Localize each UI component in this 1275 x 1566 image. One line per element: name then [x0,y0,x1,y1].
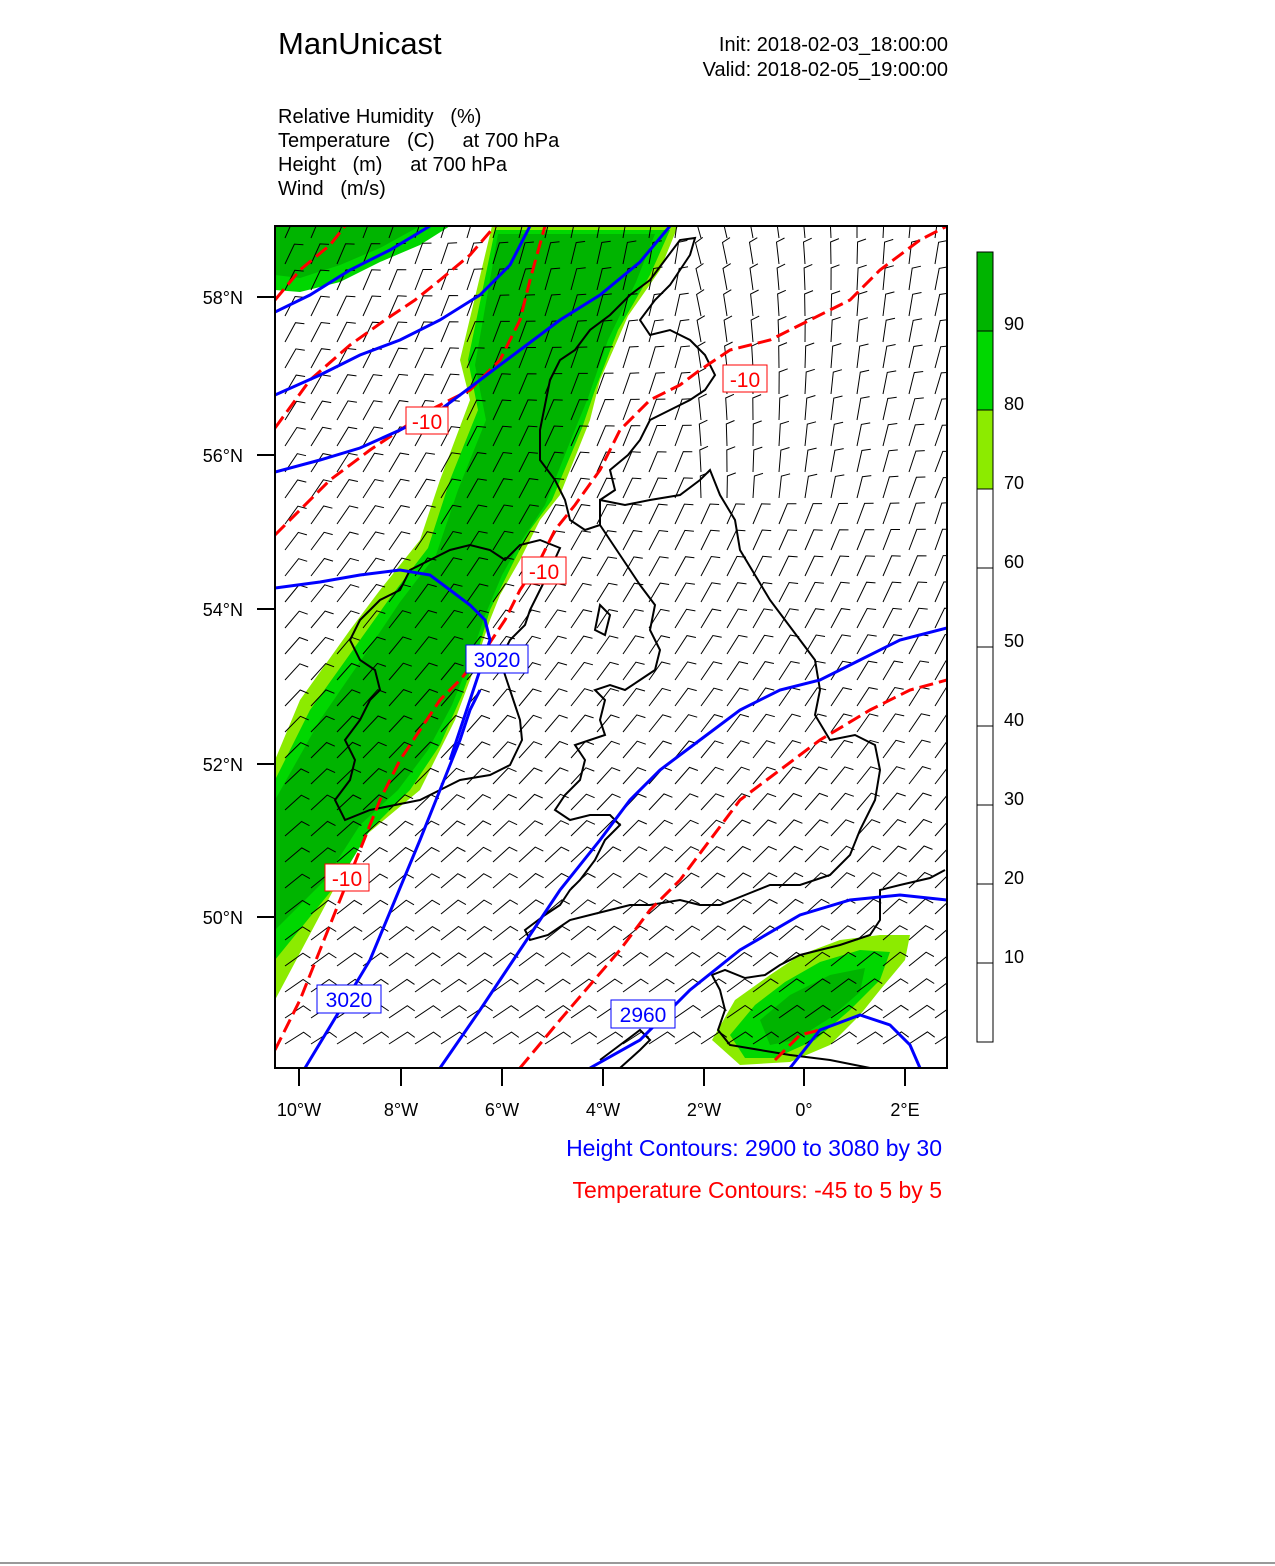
lat-label: 54°N [202,600,243,620]
field-name: Relative Humidity [278,106,434,128]
lon-label: 0° [795,1100,813,1120]
height-label: 3020 [473,649,521,672]
lon-label: 4°W [585,1100,621,1120]
lat-label: 58°N [202,288,243,308]
temp-label: -10 [528,561,560,584]
colorbar-label: 40 [1004,710,1025,730]
lat-label: 50°N [202,908,243,928]
app-title: ManUnicast [278,26,442,61]
lon-label: 10°W [276,1100,322,1120]
field-unit: (%) [450,106,482,128]
colorbar-bin [977,805,993,884]
lon-label: 8°W [383,1100,419,1120]
colorbar-label: 30 [1004,789,1025,809]
lon-ticks [299,1068,905,1086]
temp-label: -10 [331,868,363,891]
init-time: Init: 2018-02-03_18:00:00 [718,34,948,56]
colorbar-bin [977,647,993,726]
colorbar-label: 20 [1004,868,1025,888]
lon-labels [277,1100,920,1120]
temperature-contours-caption: Temperature Contours: -45 to 5 by 5 [572,1177,942,1203]
field-unit: (m) [352,154,383,176]
page-bottom-rule [0,1562,1275,1564]
colorbar-label: 10 [1004,947,1025,967]
lat-label: 52°N [202,755,243,775]
lon-label: 6°W [484,1100,520,1120]
colorbar-bin [977,252,993,331]
field-level: at 700 hPa [462,130,560,152]
colorbar-label: 60 [1004,552,1025,572]
colorbar-bin [977,331,993,410]
map-area [275,211,961,1068]
field-name: Wind [278,178,324,200]
colorbar-bin [977,726,993,805]
colorbar-bin [977,410,993,489]
field-name: Height [278,154,336,176]
colorbar [977,252,993,1042]
height-label: 3020 [325,989,373,1012]
colorbar-bin [977,489,993,568]
colorbar-labels [1004,314,1024,967]
field-unit: (C) [406,130,435,152]
lon-label: 2°E [890,1100,920,1120]
temp-label: -10 [411,411,443,434]
lat-ticks [257,297,275,917]
temp-label: -10 [729,369,761,392]
lat-label: 56°N [202,446,243,466]
field-unit: (m/s) [340,178,386,200]
colorbar-label: 80 [1004,394,1025,414]
lat-labels [203,288,243,928]
field-name: Temperature [278,130,391,152]
field-level: at 700 hPa [410,154,508,176]
colorbar-label: 50 [1004,631,1025,651]
lon-label: 2°W [686,1100,722,1120]
colorbar-label: 70 [1004,473,1025,493]
colorbar-bin [977,884,993,963]
colorbar-bin [977,963,993,1042]
colorbar-bin [977,568,993,647]
height-label: 2960 [619,1004,667,1027]
valid-time: Valid: 2018-02-05_19:00:00 [702,59,948,81]
height-contours-caption: Height Contours: 2900 to 3080 by 30 [566,1135,942,1161]
colorbar-label: 90 [1004,314,1025,334]
